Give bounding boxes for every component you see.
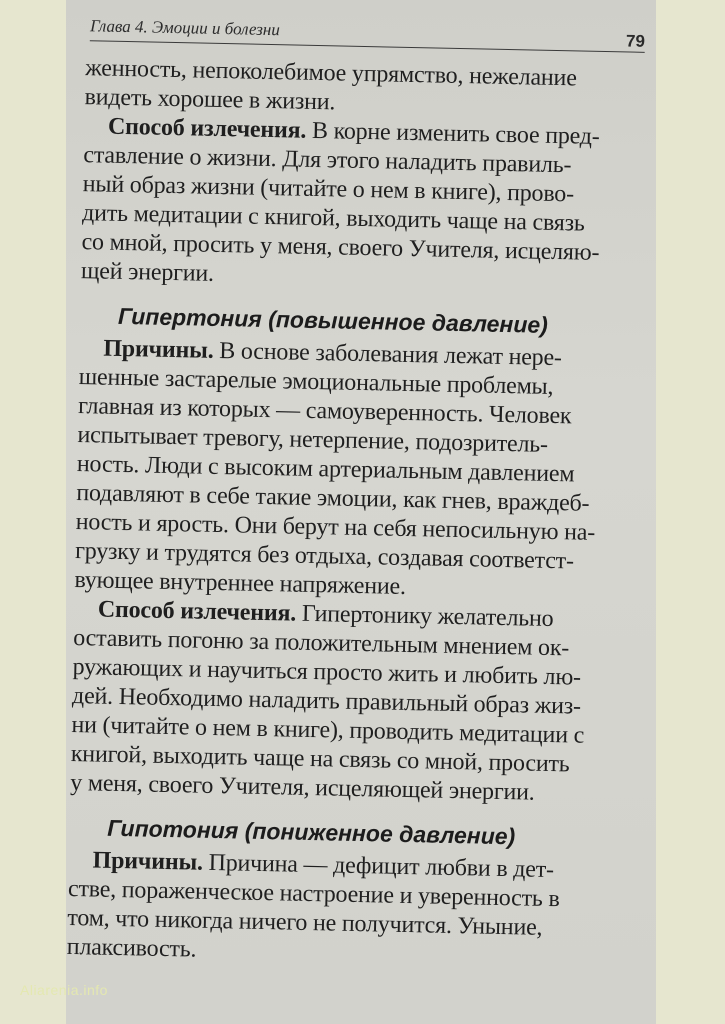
text-line-rest: Причина — дефицит любви в дет- <box>202 849 555 884</box>
section-heading-hypotension: Гипотония (пониженное давление) <box>107 814 516 850</box>
text-line: щей энергии. <box>80 258 215 287</box>
causes-label: Причины. <box>103 335 214 364</box>
text-line: дить медитации с книгой, выходить чаще на связь <box>81 200 585 237</box>
text-line: книгой, выходить чаще на связь со мной, просить <box>70 740 570 778</box>
text-line: у меня, своего Учителя, исцеляющей энергии. <box>69 769 535 806</box>
text-line: со мной, просить у меня, своего Учителя, исцеляю- <box>81 229 600 266</box>
text-line-rest: В основе заболевания лежат нере- <box>213 337 563 372</box>
causes-label: Причины. <box>92 847 204 876</box>
text-line: шенные застарелые эмоциональные проблемы, <box>78 364 554 400</box>
text-line-rest: Гипертонику желательно <box>295 600 554 633</box>
text-line: испытывает тревогу, нетерпение, подозритель- <box>77 422 549 458</box>
text-line: ный образ жизни (читайте о нем в книге), прово- <box>82 171 575 208</box>
page-number: 79 <box>625 31 646 51</box>
text-line: вующее внутреннее напряжение. <box>74 567 407 600</box>
running-title: Глава 4. Эмоции и болезни <box>89 16 281 40</box>
text-line: подавляют в себе такие эмоции, как гнев, враждеб- <box>76 480 590 517</box>
text-line: ставление о жизни. Для этого наладить правиль- <box>83 142 572 179</box>
section-heading-hypertension: Гипертония (повышенное давление) <box>117 302 549 338</box>
text-line: ность и ярость. Они берут на себя непосильную на- <box>75 509 596 546</box>
text-line-rest: В корне изменить свое пред- <box>305 117 600 150</box>
cure-label: Способ излечения. <box>97 596 297 627</box>
cure-label: Способ излечения. <box>107 113 307 144</box>
text-line: главная из которых — самоуверенность. Человек <box>77 393 572 430</box>
body-text <box>67 54 646 974</box>
text-line: видеть хорошее в жизни. <box>84 84 336 116</box>
text-line: ружающих и научиться просто жить и любить лю- <box>72 653 582 691</box>
text-line: ни (читайте о нем в книге), проводить медитации с <box>71 711 585 749</box>
book-page <box>66 0 656 1024</box>
watermark: Aliarenia.info <box>20 982 108 998</box>
text-line: плаксивость. <box>66 933 197 963</box>
text-line: том, что никогда ничего не получится. Уныние, <box>67 904 543 941</box>
text-line: стве, пораженческое настроение и уверенность в <box>67 875 560 913</box>
text-line: женность, непоколебимое упрямство, нежелание <box>84 55 577 92</box>
text-line: грузку и трудятся без отдыха, создавая соответст- <box>74 538 575 575</box>
book-page-photo <box>66 0 656 1024</box>
text-line: оставить погоню за положительным мнением ок- <box>73 625 570 662</box>
text-line: ность. Люди с высоким артериальным давлением <box>76 451 575 488</box>
running-header <box>90 16 645 53</box>
text-line: дей. Необходимо наладить правильный образ жиз- <box>71 682 582 720</box>
